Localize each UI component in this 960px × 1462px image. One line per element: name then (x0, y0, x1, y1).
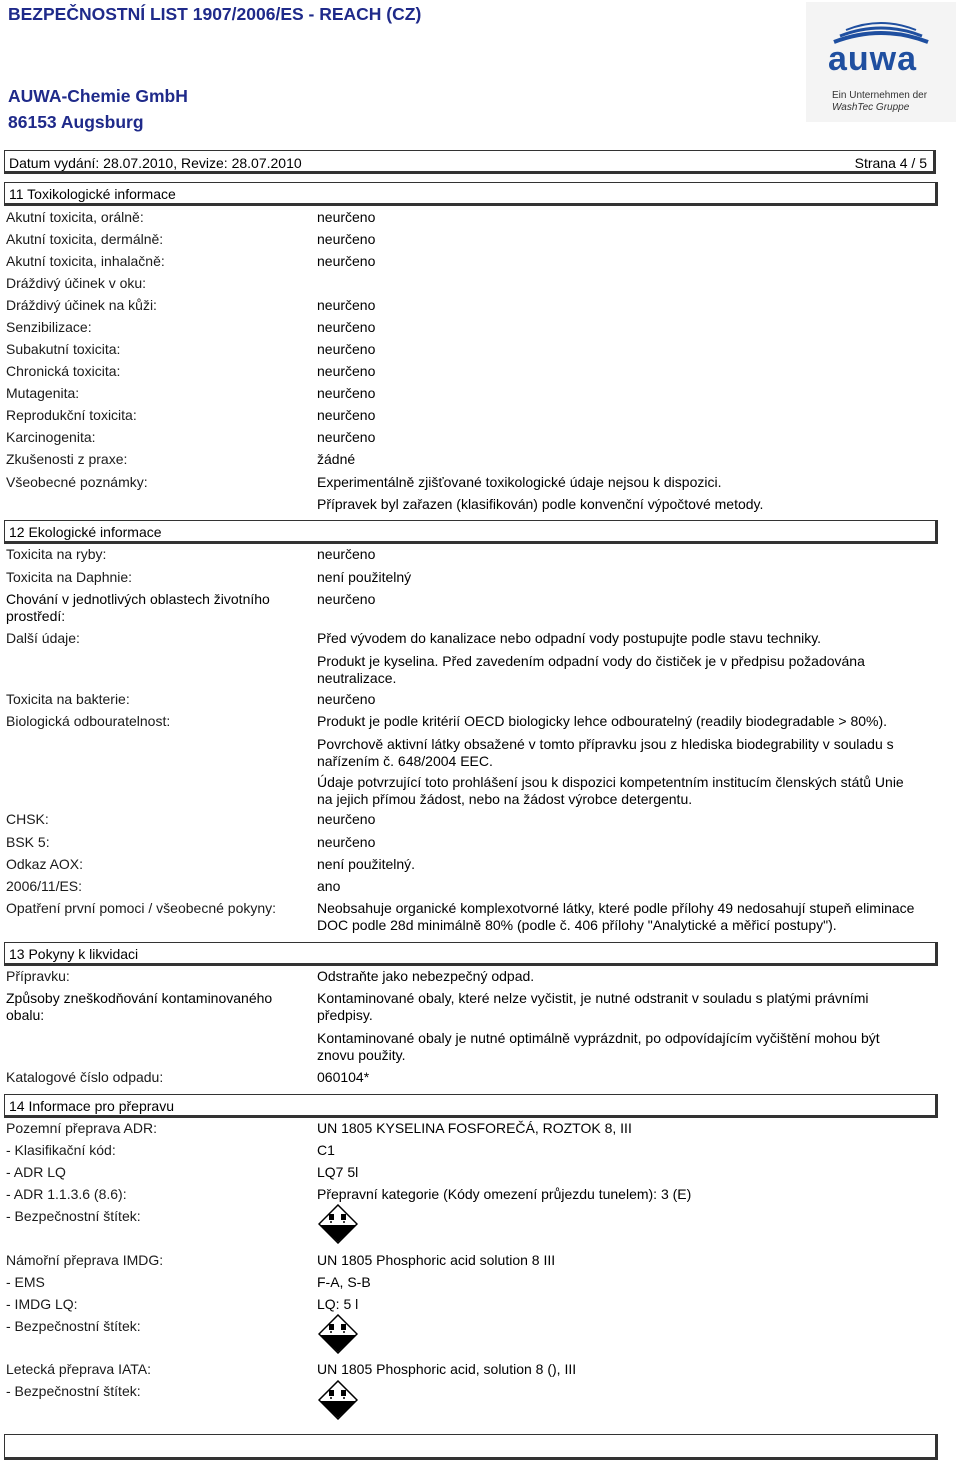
footer-bar (4, 1434, 938, 1460)
disposal-value: Kontaminované obaly je nutné optimálně vyprázdnit, po odpovídajícím vyčištění mohou být znovu použity. (317, 1030, 880, 1063)
transport-value: LQ7 5l (317, 1164, 359, 1180)
tox-label: Všeobecné poznámky: (6, 474, 148, 490)
eco-label: Biologická odbouratelnost: (6, 713, 171, 729)
section-12-header (4, 520, 938, 544)
tox-value: Experimentálně zjišťované toxikologické údaje nejsou k dispozici. (317, 474, 722, 490)
page-number: Strana 4 / 5 (854, 155, 927, 171)
tox-label: Akutní toxicita, inhalačně: (6, 253, 165, 269)
disposal-label: Přípravku: (6, 968, 70, 984)
transport-value: LQ: 5 l (317, 1296, 359, 1312)
eco-value: neurčeno (317, 691, 376, 707)
corrosive-hazard-icon (318, 1380, 358, 1420)
tox-value: neurčeno (317, 385, 376, 401)
section-13-title: 13 Pokyny k likvidaci (9, 946, 139, 962)
corrosive-hazard-icon (318, 1314, 358, 1354)
tox-value: neurčeno (317, 429, 376, 445)
eco-label: BSK 5: (6, 834, 50, 850)
eco-value: Před vývodem do kanalizace nebo odpadní vody postupujte podle stavu techniky. (317, 630, 822, 646)
logo-tagline-2: WashTec Gruppe (832, 102, 910, 113)
disposal-value: Kontaminované obaly, které nelze vyčistit, je nutné odstranit v souladu s platými právními předpisy. (317, 990, 869, 1023)
eco-label: 2006/11/ES: (6, 878, 83, 894)
tox-label: Reprodukční toxicita: (6, 407, 137, 423)
eco-value: Produkt je kyselina. Před zavedením odpadní vody do čističek je v předpisu požadována neutralizace. (317, 653, 865, 686)
date-bar (4, 150, 936, 174)
transport-label: - Bezpečnostní štítek: (6, 1383, 141, 1399)
auwa-logo (806, 2, 956, 122)
tox-label: Mutagenita: (6, 385, 80, 401)
transport-label: Letecká přeprava IATA: (6, 1361, 151, 1377)
eco-value: ano (317, 878, 341, 894)
eco-label: Opatření první pomoci / všeobecné pokyny: (6, 900, 277, 916)
tox-label: Karcinogenita: (6, 429, 96, 445)
transport-label: - EMS (6, 1274, 45, 1290)
tox-value: neurčeno (317, 297, 376, 313)
company-city: 86153 Augsburg (8, 112, 144, 132)
transport-label: - ADR 1.1.3.6 (8.6): (6, 1186, 127, 1202)
transport-value: C1 (317, 1142, 335, 1158)
eco-label: Toxicita na Daphnie: (6, 569, 133, 585)
logo-tagline-1: Ein Unternehmen der (832, 90, 928, 101)
logo-word: auwa (828, 40, 918, 78)
tox-value: neurčeno (317, 231, 376, 247)
disposal-value: 060104* (317, 1069, 370, 1085)
transport-value: F-A, S-B (317, 1274, 371, 1290)
eco-value: Údaje potvrzující toto prohlášení jsou k dispozici kompetentním institucím členských států Unie na jejich přímou žádost, nebo na žádost výrobce detergentu. (317, 774, 904, 807)
transport-value: Přepravní kategorie (Kódy omezení průjezdu tunelem): 3 (E) (317, 1186, 692, 1202)
company-name: AUWA-Chemie GmbH (8, 86, 188, 106)
eco-label: Toxicita na ryby: (6, 546, 107, 562)
tox-label: Senzibilizace: (6, 319, 92, 335)
tox-extra-note: Přípravek byl zařazen (klasifikován) podle konvenční výpočtové metody. (317, 496, 764, 512)
eco-value: Produkt je podle kritérií OECD biologicky lehce odbouratelný (readily biodegradable > 80%). (317, 713, 888, 729)
tox-value: neurčeno (317, 319, 376, 335)
eco-value: není použitelný (317, 569, 412, 585)
tox-value: neurčeno (317, 209, 376, 225)
transport-value: UN 1805 KYSELINA FOSFOREČÁ, ROZTOK 8, III (317, 1120, 632, 1136)
tox-label: Subakutní toxicita: (6, 341, 121, 357)
tox-label: Dráždivý účinek v oku: (6, 275, 147, 291)
eco-label: Odkaz AOX: (6, 856, 84, 872)
eco-value: neurčeno (317, 811, 376, 827)
eco-value: Povrchově aktivní látky obsažené v tomto přípravku jsou z hlediska biodegrability v souladu s nařízením č. 648/2004 EEC. (317, 736, 894, 769)
section-11-header (4, 182, 938, 206)
tox-value: žádné (317, 451, 356, 467)
tox-value: neurčeno (317, 363, 376, 379)
transport-label: - IMDG LQ: (6, 1296, 78, 1312)
section-13-header (4, 942, 938, 966)
eco-value: neurčeno (317, 591, 376, 607)
eco-value: neurčeno (317, 834, 376, 850)
transport-label: - Bezpečnostní štítek: (6, 1318, 141, 1334)
transport-value: UN 1805 Phosphoric acid, solution 8 (), III (317, 1361, 577, 1377)
tox-value: neurčeno (317, 407, 376, 423)
section-11-title: 11 Toxikologické informace (9, 186, 176, 202)
tox-label: Akutní toxicita, orálně: (6, 209, 144, 225)
disposal-label: Katalogové číslo odpadu: (6, 1069, 164, 1085)
tox-label: Zkušenosti z praxe: (6, 451, 128, 467)
tox-label: Dráždivý účinek na kůži: (6, 297, 157, 313)
tox-label: Chronická toxicita: (6, 363, 121, 379)
corrosive-hazard-icon (318, 1204, 358, 1244)
tox-value: neurčeno (317, 341, 376, 357)
tox-value: neurčeno (317, 253, 376, 269)
disposal-label: Způsoby zneškodňování kontaminovaného obalu: (6, 990, 273, 1023)
transport-label: Pozemní přeprava ADR: (6, 1120, 157, 1136)
disposal-value: Odstraňte jako nebezpečný odpad. (317, 968, 535, 984)
eco-value: Neobsahuje organické komplexotvorné látky, které podle přílohy 49 nedosahují stupeň eliminace DOC podle 28d minimálně 80% (podle č. 406 přílohy "Analytické a měřicí postupy"). (317, 900, 915, 933)
eco-label: Chování v jednotlivých oblastech životního prostředí: (6, 591, 270, 624)
tox-label: Akutní toxicita, dermálně: (6, 231, 164, 247)
eco-label: Další údaje: (6, 630, 80, 646)
section-14-title: 14 Informace pro přepravu (9, 1098, 174, 1114)
eco-label: CHSK: (6, 811, 49, 827)
eco-label: Toxicita na bakterie: (6, 691, 130, 707)
transport-label: - Klasifikační kód: (6, 1142, 116, 1158)
transport-value: UN 1805 Phosphoric acid solution 8 III (317, 1252, 556, 1268)
transport-label: - Bezpečnostní štítek: (6, 1208, 141, 1224)
section-14-header (4, 1094, 938, 1118)
section-12-title: 12 Ekologické informace (9, 524, 162, 540)
issue-date: Datum vydání: 28.07.2010, Revize: 28.07.2010 (9, 155, 302, 171)
document-title: BEZPEČNOSTNÍ LIST 1907/2006/ES - REACH (CZ) (8, 4, 422, 24)
transport-label: Námořní přeprava IMDG: (6, 1252, 164, 1268)
transport-label: - ADR LQ (6, 1164, 66, 1180)
eco-value: neurčeno (317, 546, 376, 562)
eco-value: není použitelný. (317, 856, 416, 872)
